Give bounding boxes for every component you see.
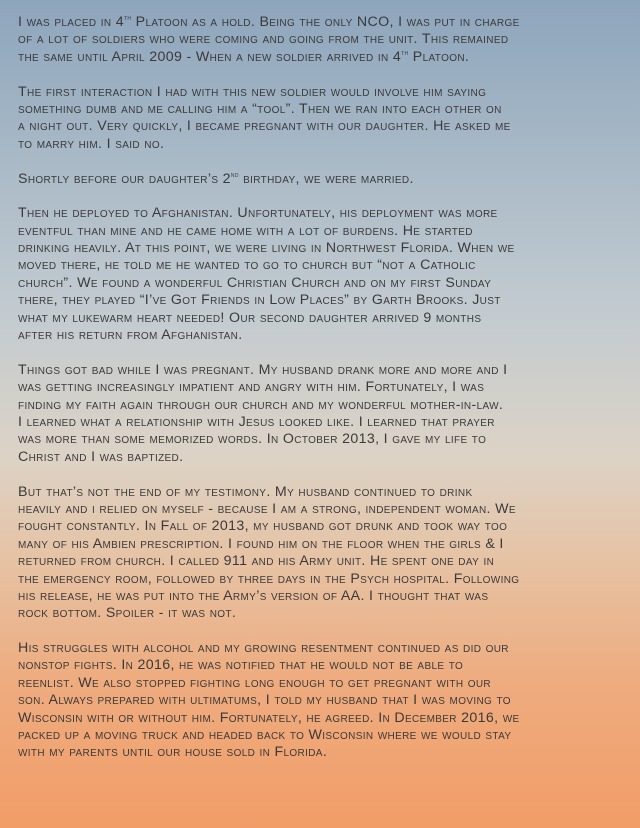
text-segment: His struggles with alcohol and my growing resentment continued as did our (18, 640, 509, 657)
text-segment: what my lukewarm heart needed! Our second daughter arrived 9 months (18, 309, 482, 326)
text-segment: I learned what a relationship with Jesus looked like. I learned that prayer (18, 413, 495, 430)
paragraph (18, 362, 628, 466)
text-segment: Then he deployed to Afghanistan. Unfortunately, his deployment was more (18, 205, 498, 222)
superscript: th (123, 15, 132, 22)
text-line (18, 327, 628, 344)
text-segment: finding my faith again through our church and my wonderful mother-in-law. (18, 396, 504, 413)
text-segment: reenlist. We also stopped fighting long enough to get pregnant with our (18, 674, 491, 691)
text-segment: Things got bad while I was pregnant. My husband drank more and more and I (18, 361, 508, 378)
text-segment: of a lot of soldiers who were coming and going from the unit. This remained (18, 31, 509, 48)
text-line (18, 675, 628, 692)
text-line (18, 588, 628, 605)
text-line (18, 710, 628, 727)
text-segment: moved there, he told me he wanted to go to church but “not a Catholic (18, 257, 476, 274)
paragraph (18, 484, 628, 623)
text-segment: church”. We found a wonderful Christian Church and on my first Sunday (18, 274, 492, 291)
text-line (18, 553, 628, 570)
text-segment: But that’s not the end of my testimony. My husband continued to drink (18, 483, 473, 500)
text-line (18, 84, 628, 101)
text-segment: to marry him. I said no. (18, 135, 165, 152)
text-line (18, 136, 628, 153)
text-segment: rock bottom. Spoiler - it was not. (18, 605, 237, 622)
text-segment: eventful than mine and he came home with a lot of burdens. He started (18, 222, 473, 239)
text-line (18, 49, 628, 66)
text-segment: many of his Ambien prescription. I found him on the floor when the girls & I (18, 535, 504, 552)
text-segment: his release, he was put into the Army’s version of AA. I thought that was (18, 587, 489, 604)
text-line (18, 744, 628, 761)
text-line (18, 379, 628, 396)
text-line (18, 223, 628, 240)
text-line (18, 205, 628, 222)
paragraph-spacer (18, 153, 628, 170)
text-segment: a night out. Very quickly, I became pregnant with our daughter. He asked me (18, 118, 511, 135)
paragraph (18, 205, 628, 344)
text-line (18, 501, 628, 518)
text-line (18, 727, 628, 744)
text-line (18, 101, 628, 118)
paragraph-spacer (18, 188, 628, 205)
text-line (18, 275, 628, 292)
text-segment: Platoon as a hold. Being the only NCO, I was put in charge (131, 14, 520, 30)
text-line (18, 292, 628, 309)
text-line (18, 397, 628, 414)
text-segment: Platoon. (408, 48, 470, 65)
paragraph-spacer (18, 66, 628, 83)
text-segment: something dumb and me calling him a “tool”. Then we ran into each other on (18, 100, 502, 117)
text-line (18, 536, 628, 553)
text-line (18, 240, 628, 257)
text-line (18, 605, 628, 622)
superscript: nd (230, 171, 239, 179)
paragraph (18, 84, 628, 154)
paragraph (18, 640, 628, 762)
text-segment: the same until April 2009 - When a new soldier arrived in 4 (18, 48, 402, 65)
text-segment: with my parents until our house sold in Florida. (18, 744, 328, 761)
superscript: th (401, 49, 409, 57)
text-segment: fought constantly. In Fall of 2013, my husband got drunk and took way too (18, 518, 508, 535)
text-segment: birthday, we were married. (238, 170, 414, 187)
text-segment: heavily and i relied on myself - because I am a strong, independent woman. We (18, 500, 516, 517)
paragraph (18, 14, 628, 66)
text-line (18, 171, 628, 188)
text-line (18, 414, 628, 431)
text-line (18, 484, 628, 501)
paragraph-spacer (18, 344, 628, 361)
text-line (18, 118, 628, 135)
text-segment: Wisconsin with or without him. Fortunately, he agreed. In December 2016, we (18, 709, 520, 726)
text-line (18, 14, 628, 31)
text-line (18, 449, 628, 466)
testimony-document (18, 14, 628, 762)
paragraph (18, 171, 628, 188)
text-segment: there, they played “I’ve Got Friends in Low Places” by Garth Brooks. Just (18, 292, 501, 309)
text-segment: packed up a moving truck and headed back to Wisconsin where we would stay (18, 727, 512, 744)
text-segment: The first interaction I had with this new soldier would involve him saying (18, 83, 487, 100)
text-line (18, 31, 628, 48)
text-line (18, 257, 628, 274)
text-segment: nonstop fights. In 2016, he was notified that he would not be able to (18, 657, 464, 674)
text-segment: after his return from Afghanistan. (18, 327, 243, 344)
text-segment: was more than some memorized words. In October 2013, I gave my life to (18, 431, 487, 448)
text-segment: Shortly before our daughter’s 2 (18, 170, 231, 187)
text-segment: returned from church. I called 911 and his Army unit. He spent one day in (18, 553, 495, 570)
text-line (18, 692, 628, 709)
text-segment: the emergency room, followed by three days in the Psych hospital. Following (18, 570, 520, 587)
text-line (18, 657, 628, 674)
text-segment: son. Always prepared with ultimatums, I told my husband that I was moving to (18, 692, 511, 709)
text-line (18, 431, 628, 448)
paragraph-spacer (18, 623, 628, 640)
text-line (18, 518, 628, 535)
text-line (18, 571, 628, 588)
text-line (18, 640, 628, 657)
text-segment: drinking heavily. At this point, we were living in Northwest Florida. When we (18, 240, 515, 257)
text-segment: Christ and I was baptized. (18, 448, 184, 465)
text-segment: was getting increasingly impatient and angry with him. Fortunately, I was (18, 379, 485, 396)
text-segment: I was placed in 4 (18, 14, 124, 30)
text-line (18, 362, 628, 379)
text-line (18, 310, 628, 327)
paragraph-spacer (18, 466, 628, 483)
